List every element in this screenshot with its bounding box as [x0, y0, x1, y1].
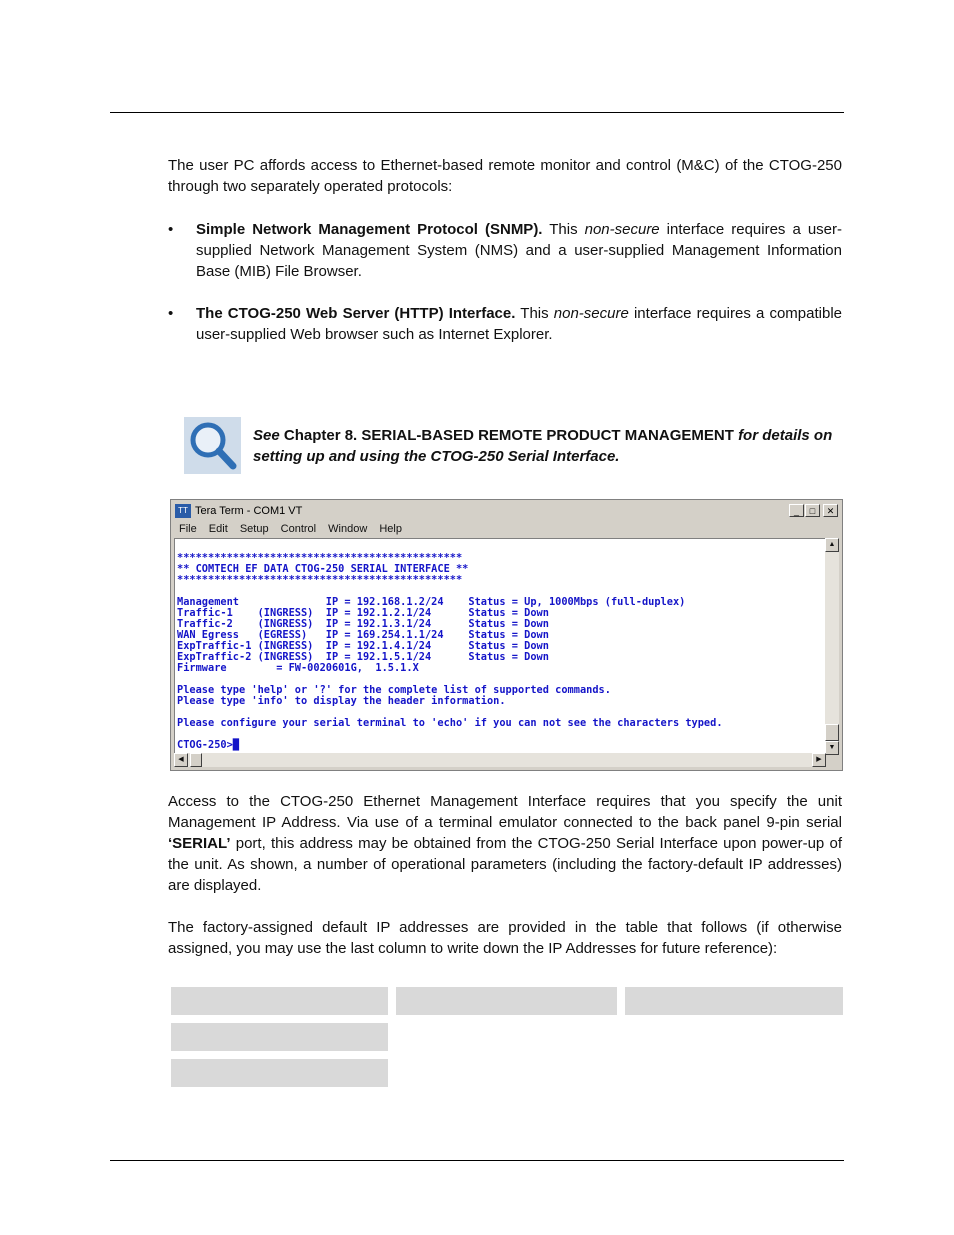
- menu-control[interactable]: Control: [280, 523, 317, 535]
- terminal-title: Tera Term - COM1 VT: [195, 505, 303, 517]
- minimize-icon[interactable]: _: [789, 504, 804, 517]
- table-header-cell: [396, 987, 617, 1015]
- scroll-up-icon[interactable]: ▲: [825, 538, 839, 552]
- magnifier-icon: [184, 417, 241, 474]
- terminal-titlebar: [173, 502, 840, 520]
- menu-window[interactable]: Window: [328, 523, 368, 535]
- close-icon[interactable]: ✕: [823, 504, 838, 517]
- terminal-screen[interactable]: [174, 538, 826, 755]
- menu-file[interactable]: File: [179, 523, 197, 535]
- intro-paragraph: The user PC affords access to Ethernet-based remote monitor and control (M&C) of the CTOG-250 through two separately operated protocols:: [168, 157, 842, 195]
- terminal-window: [170, 499, 843, 771]
- menu-edit[interactable]: Edit: [208, 523, 228, 535]
- scroll-left-icon[interactable]: ◀: [174, 753, 188, 767]
- scroll-thumb[interactable]: [825, 724, 839, 741]
- bullet-heading: The CTOG-250 Web Server (HTTP) Interface.: [196, 305, 516, 322]
- hscroll-thumb[interactable]: [190, 753, 202, 767]
- scroll-down-icon[interactable]: ▼: [825, 741, 839, 755]
- bullet-heading: Simple Network Management Protocol (SNMP).: [196, 221, 543, 238]
- header-rule: [110, 112, 844, 113]
- factory-paragraph: The factory-assigned default IP addresses are provided in the table that follows (if otherwise assigned, you may use the last column to write down the IP Addresses for future reference):: [168, 919, 842, 957]
- scroll-right-icon[interactable]: ▶: [812, 753, 826, 767]
- menu-help[interactable]: Help: [379, 523, 402, 535]
- access-paragraph: Access to the CTOG-250 Ethernet Management Interface requires that you specify the unit Management IP Address. Via use of a terminal emulator connected to the back panel 9-pin serial ‘SERIAL’ port, this address may be obtained from the CTOG-250 Serial Interface upon power-up of the unit. As shown, a number of operational parameters (including the factory-default IP addresses) are displayed.: [168, 793, 842, 894]
- table-row-label-cell: [171, 1059, 388, 1087]
- horizontal-scrollbar[interactable]: [174, 753, 826, 767]
- maximize-icon[interactable]: □: [805, 504, 820, 517]
- table-row-label-cell: [171, 1023, 388, 1051]
- bullet-snmp: • Simple Network Management Protocol (SNMP). This non-secure interface requires a user-supplied Network Management System (NMS) and a user-supplied Management Information Base (MIB) File Browser.: [168, 221, 842, 280]
- footer-rule: [110, 1160, 844, 1161]
- teraterm-icon: TT: [175, 504, 191, 518]
- table-header-cell: [171, 987, 388, 1015]
- terminal-output: ********************************************** ** COMTECH EF DATA CTOG-250 SERIAL INTERFACE ** ********************************************** Management IP = 192.168.1.2/24 Status = Up, 1000Mbps (full-duplex) Traffic-1 (INGRESS) IP = 192.1.2.1/24 Status = Down Traffic-2 (INGRESS) IP = 192.1.3.1/24 Status = Down WAN Egress (EGRESS) IP = 169.254.1.1/24 Status = Down ExpTraffic-1 (INGRESS) IP = 192.1.4.1/24 Status = Down ExpTraffic-2 (INGRESS) IP = 192.1.5.1/24 Status = Down Firmware = FW-0020601G, 1.5.1.X Please type 'help' or '?' for the complete list of supported commands. Please type 'info' to display the header information. Please configure your serial terminal to 'echo' if you can not see the characters typed. CTOG-250>█: [177, 552, 723, 751]
- bullet-http: • The CTOG-250 Web Server (HTTP) Interface. This non-secure interface requires a compatible user-supplied Web browser such as Internet Explorer.: [168, 305, 843, 343]
- bullet-dot: •: [168, 305, 174, 322]
- note-text: See Chapter 8. SERIAL-BASED REMOTE PRODUCT MANAGEMENT for details on setting up and using the CTOG-250 Serial Interface.: [253, 427, 833, 465]
- bullet-dot: •: [168, 221, 174, 238]
- terminal-menubar: [179, 521, 411, 537]
- table-header-cell: [625, 987, 843, 1015]
- menu-setup[interactable]: Setup: [239, 523, 269, 535]
- vertical-scrollbar[interactable]: [825, 538, 839, 755]
